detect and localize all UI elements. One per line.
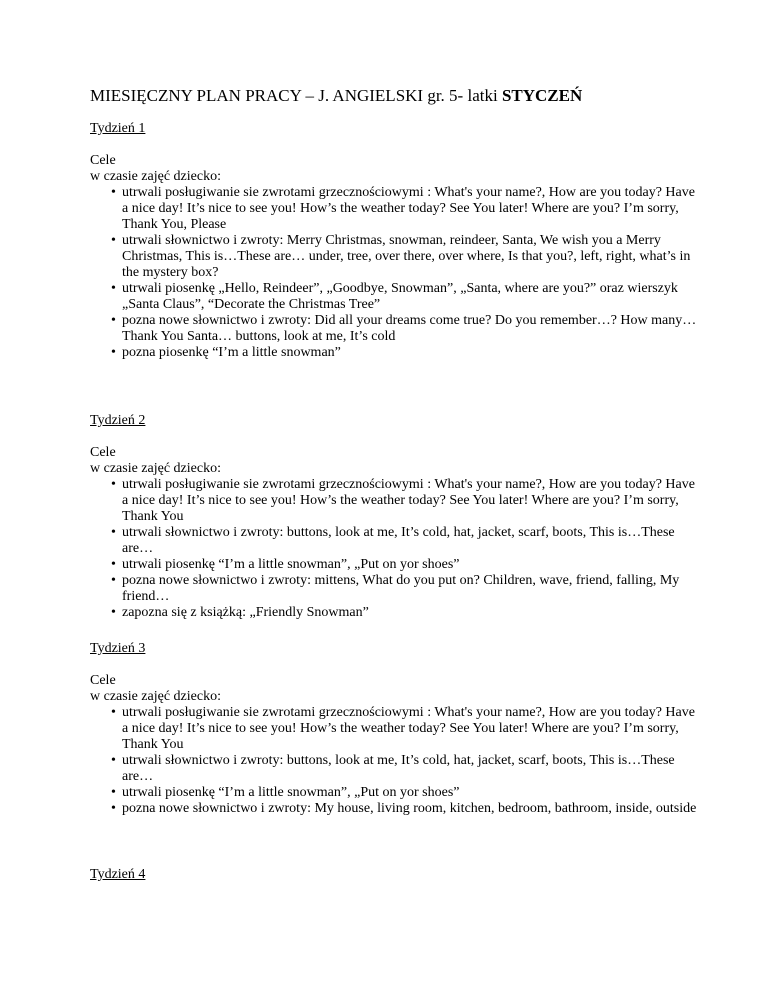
title-month: STYCZEŃ — [501, 86, 583, 105]
bullet-icon: • — [111, 525, 116, 540]
list-item: • utrwali piosenkę “I’m a little snowman”, „Put on yor shoes” — [111, 785, 460, 800]
week-heading: Tydzień 2 — [90, 413, 146, 428]
bullet-icon: • — [111, 753, 116, 768]
list-item: • utrwali słownictwo i zwroty: Merry Christmas, snowman, reindeer, Santa, We wish you a Merry Christmas, This is…These are… under, tree, over there, over where, Is that you?, left, right, what’s in the mystery box? — [111, 233, 691, 280]
list-item: • utrwali słownictwo i zwroty: buttons, look at me, It’s cold, hat, jacket, scarf, boots, This is…These are… — [111, 753, 675, 784]
list-item: • pozna nowe słownictwo i zwroty: My house, living room, kitchen, bedroom, bathroom, inside, outside — [111, 801, 697, 816]
bullet-icon: • — [111, 557, 116, 572]
week-heading: Tydzień 4 — [90, 867, 146, 882]
list-item: • utrwali słownictwo i zwroty: buttons, look at me, It’s cold, hat, jacket, scarf, boots, This is…These are… — [111, 525, 675, 556]
list-item: • pozna nowe słownictwo i zwroty: mittens, What do you put on? Children, wave, friend, falling, My friend… — [111, 573, 680, 604]
list-item: • utrwali posługiwanie sie zwrotami grzecznościowymi : What's your name?, How are you today? Have a nice day! It’s nice to see you! How’s the weather today? See You later! Where are you? I’m sorry, Thank You — [111, 705, 695, 752]
goals-list — [90, 705, 700, 817]
bullet-icon: • — [111, 345, 116, 360]
week-heading: Tydzień 1 — [90, 121, 146, 136]
list-item: • utrwali piosenkę „Hello, Reindeer”, „Goodbye, Snowman”, „Santa, where are you?” oraz wierszyk „Santa Claus”, “Decorate the Christmas Tree” — [111, 281, 678, 312]
goals-label: Cele — [90, 673, 116, 688]
bullet-icon: • — [111, 477, 116, 492]
list-item: • utrwali piosenkę “I’m a little snowman”, „Put on yor shoes” — [111, 557, 460, 572]
list-item: • pozna piosenkę “I’m a little snowman” — [111, 345, 341, 360]
bullet-icon: • — [111, 785, 116, 800]
goals-label: Cele — [90, 153, 116, 168]
goals-list — [90, 477, 700, 621]
goals-label: Cele — [90, 445, 116, 460]
bullet-icon: • — [111, 705, 116, 720]
bullet-icon: • — [111, 313, 116, 328]
list-item: • utrwali posługiwanie sie zwrotami grzecznościowymi : What's your name?, How are you today? Have a nice day! It’s nice to see you! How’s the weather today? See You later! Where are you? I’m sorry, Thank You — [111, 477, 695, 524]
list-item: • zapozna się z książką: „Friendly Snowman” — [111, 605, 369, 620]
bullet-icon: • — [111, 281, 116, 296]
list-item: • utrwali posługiwanie sie zwrotami grzecznościowymi : What's your name?, How are you today? Have a nice day! It’s nice to see you! How’s the weather today? See You later! Where are you? I’m sorry, Thank You, Please — [111, 185, 695, 232]
bullet-icon: • — [111, 573, 116, 588]
goals-intro: w czasie zajęć dziecko: — [90, 169, 221, 184]
list-item: • pozna nowe słownictwo i zwroty: Did all your dreams come true? Do you remember…? How many…Thank You Santa… buttons, look at me, It’s cold — [111, 313, 697, 344]
week-section-1 — [90, 121, 700, 361]
bullet-icon: • — [111, 233, 116, 248]
goals-intro: w czasie zajęć dziecko: — [90, 461, 221, 476]
bullet-icon: • — [111, 801, 116, 816]
week-section-3 — [90, 641, 700, 817]
week-heading: Tydzień 3 — [90, 641, 146, 656]
goals-list — [90, 185, 700, 361]
goals-intro: w czasie zajęć dziecko: — [90, 689, 221, 704]
bullet-icon: • — [111, 185, 116, 200]
week-section-4 — [90, 867, 700, 899]
bullet-icon: • — [111, 605, 116, 620]
week-section-2 — [90, 413, 700, 621]
page-title — [90, 86, 582, 106]
title-main: MIESIĘCZNY PLAN PRACY – J. ANGIELSKI gr. 5- latki — [90, 86, 498, 105]
